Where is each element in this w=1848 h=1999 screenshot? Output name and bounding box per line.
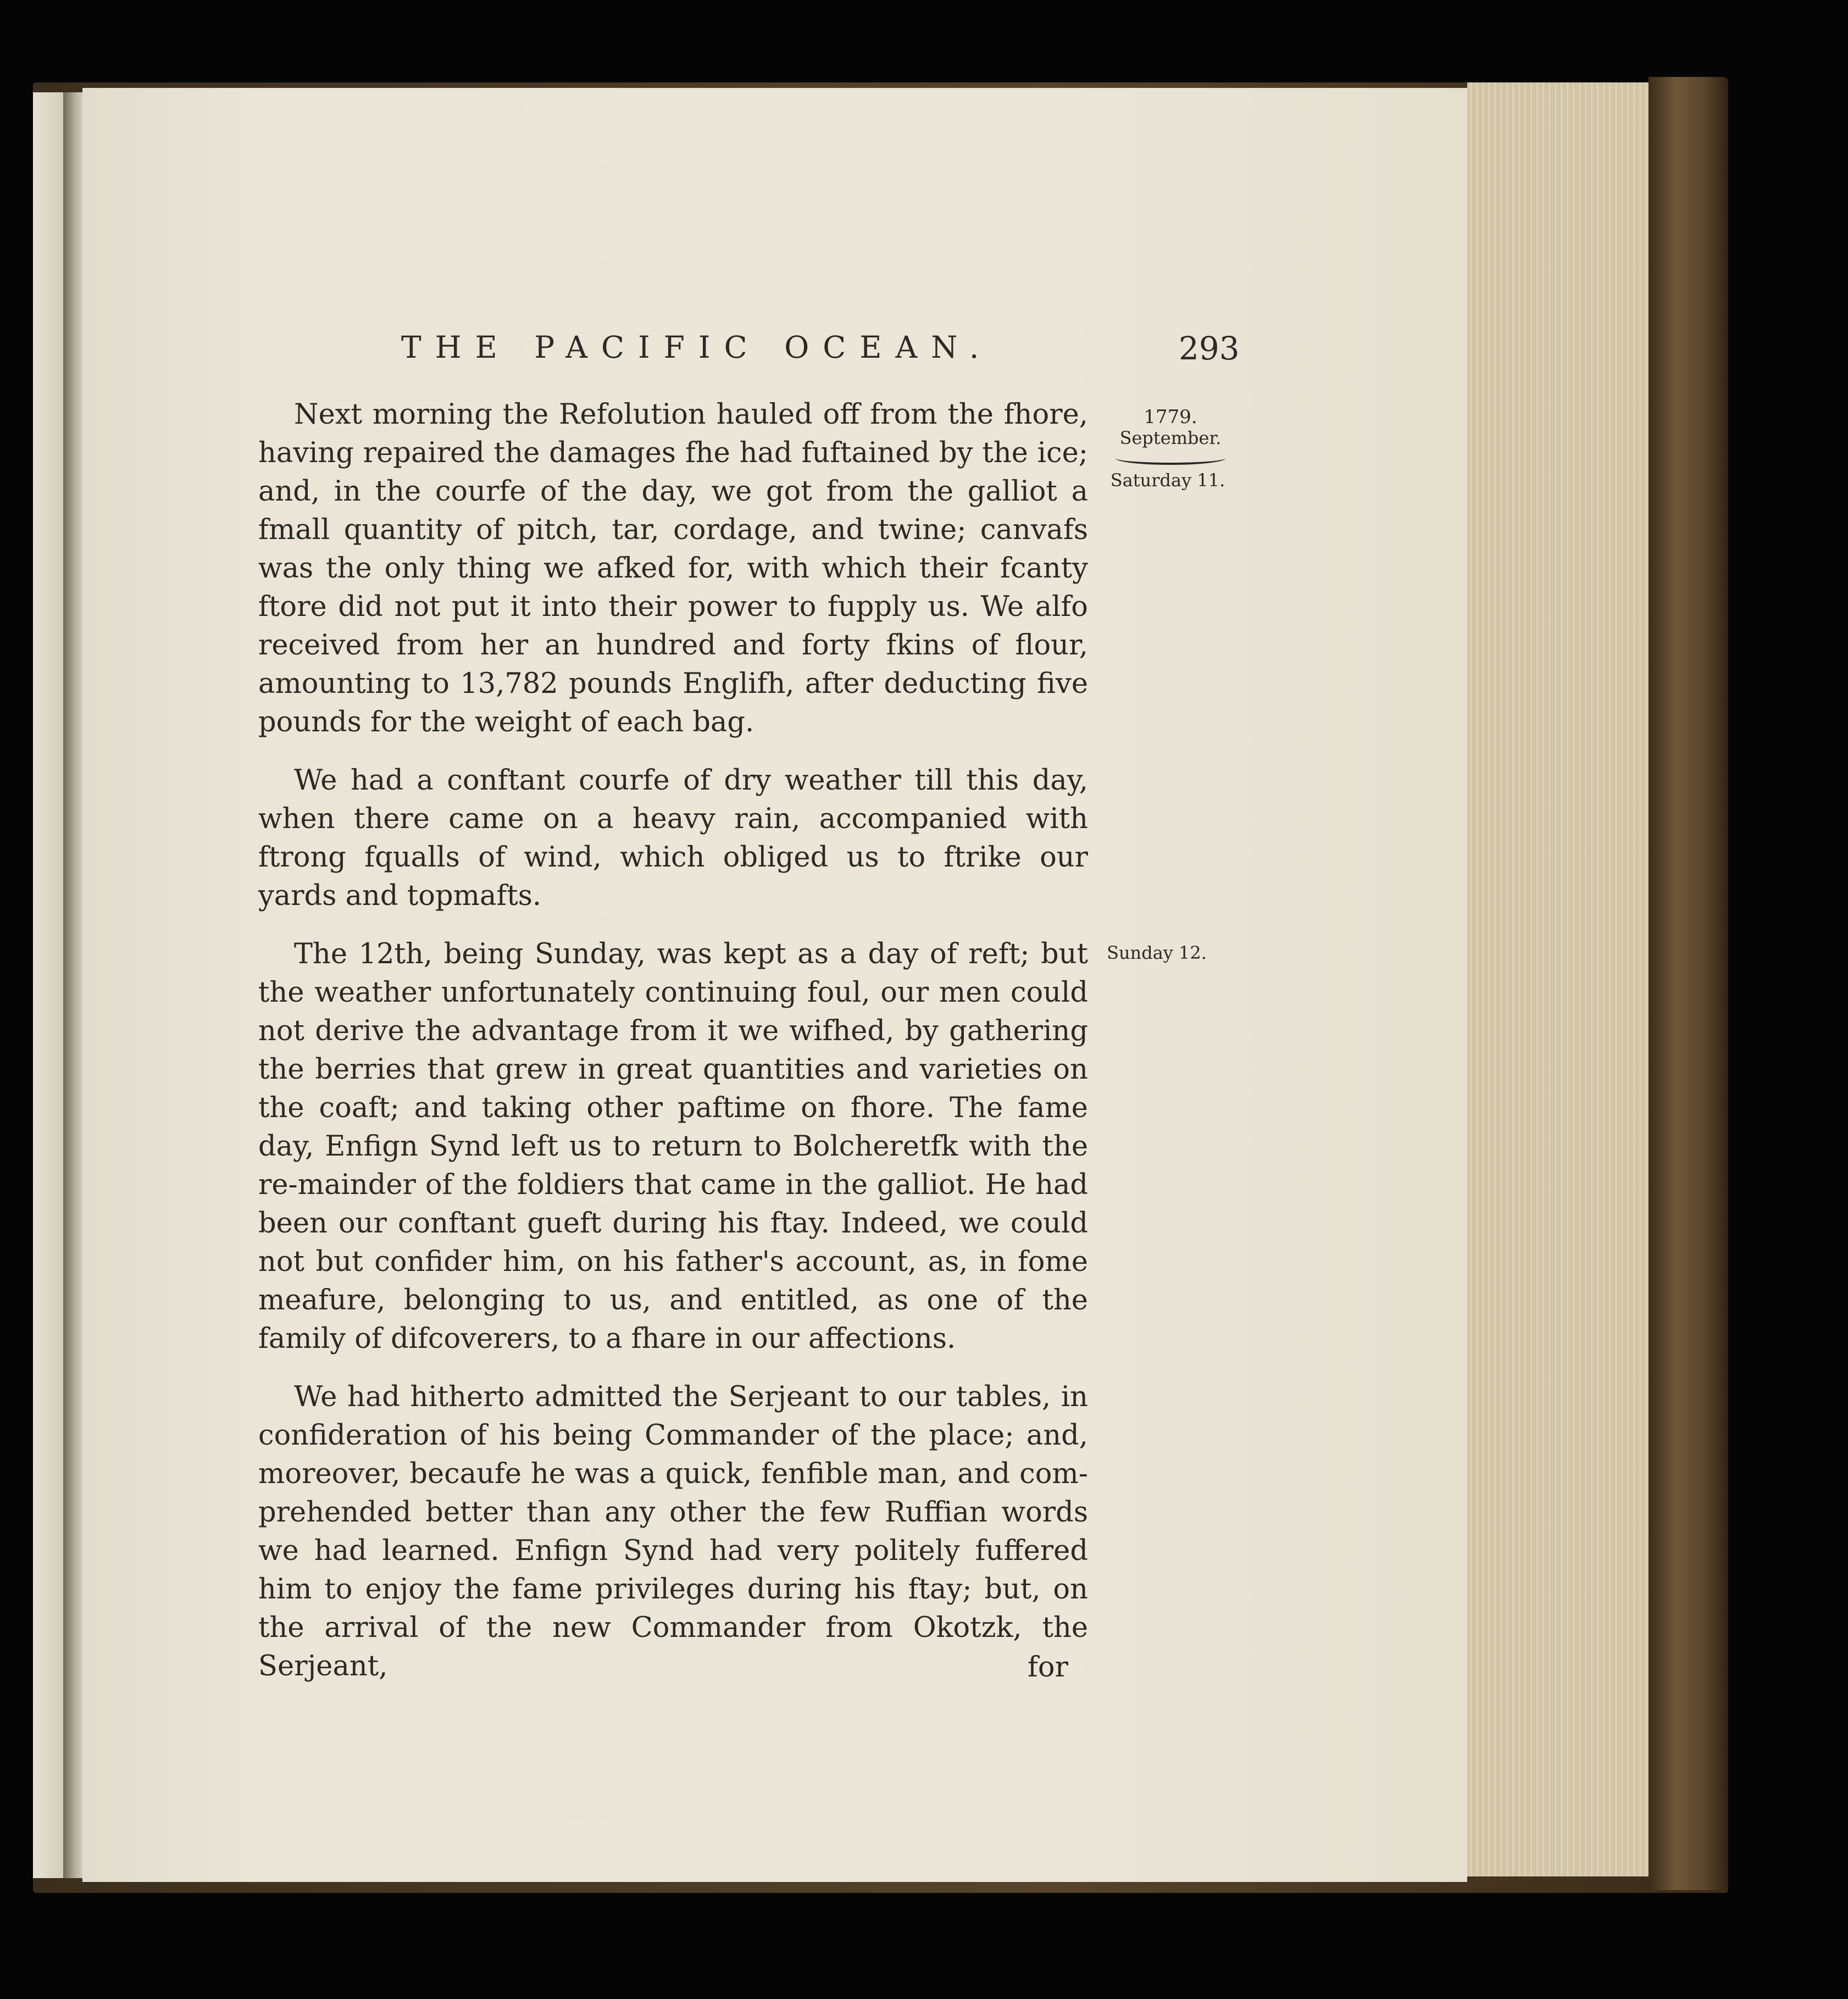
running-head: THE PACIFIC OCEAN.: [401, 330, 993, 365]
paragraph: We had a conftant courfe of dry weather till this day, when there came on a heavy rain, accompanied with ftrong fqualls of wind, which obliged us to ftrike our yards and topmafts.: [258, 764, 1088, 912]
margin-note-month: September.: [1119, 427, 1222, 448]
page-number: 293: [1179, 330, 1240, 367]
margin-brace: [1116, 452, 1225, 465]
margin-note-year: 1779.: [1144, 406, 1197, 428]
margin-note-saturday: Saturday 11.: [1110, 470, 1225, 491]
paragraph: We had hitherto admitted the Serjeant to our tables, in confideration of his being Commander of the place; and, moreover, becaufe he was a quick, fenfible man, and com-prehended better than any other the few Ruffian words we had learned. Enfign Synd had very politely fuffered him to enjoy the fame privileges during his ftay; but, on the arrival of the new Commander from Okotzk, the Serjeant,: [258, 1381, 1088, 1683]
book-gutter: [63, 92, 85, 1878]
catchword: for: [1028, 1651, 1068, 1684]
paragraph: Next morning the Refolution hauled off from the fhore, having repaired the damages fhe had fuftained by the ice; and, in the courfe of the day, we got from the galliot a fmall quantity of pitch, tar, cordage, and twine; canvafs was the only thing we afked for, with which their fcanty ftore did not put it into their power to fupply us. We alfo received from her an hundred and forty fkins of flour, amounting to 13,782 pounds Englifh, after deducting five pounds for the weight of each bag.: [258, 398, 1088, 738]
page-block-edge: [1467, 82, 1649, 1876]
margin-note-sunday: Sunday 12.: [1107, 942, 1207, 963]
body-text: [258, 396, 1088, 1706]
left-page-edge: [33, 92, 63, 1878]
paragraph: The 12th, being Sunday, was kept as a day of reft; but the weather unfortunately continuing foul, our men could not derive the advantage from it we wifhed, by gathering the berries that grew in great quantities and varieties on the coaft; and taking other paftime on fhore. The fame day, Enfign Synd left us to return to Bolcheretfk with the re-mainder of the foldiers that came in the galliot. He had been our conftant gueft during his ftay. Indeed, we could not but confider him, on his father's account, as, in fome meafure, belonging to us, and entitled, as one of the family of difcoverers, to a fhare in our affections.: [258, 938, 1088, 1355]
cover-edge: [1649, 77, 1728, 1890]
